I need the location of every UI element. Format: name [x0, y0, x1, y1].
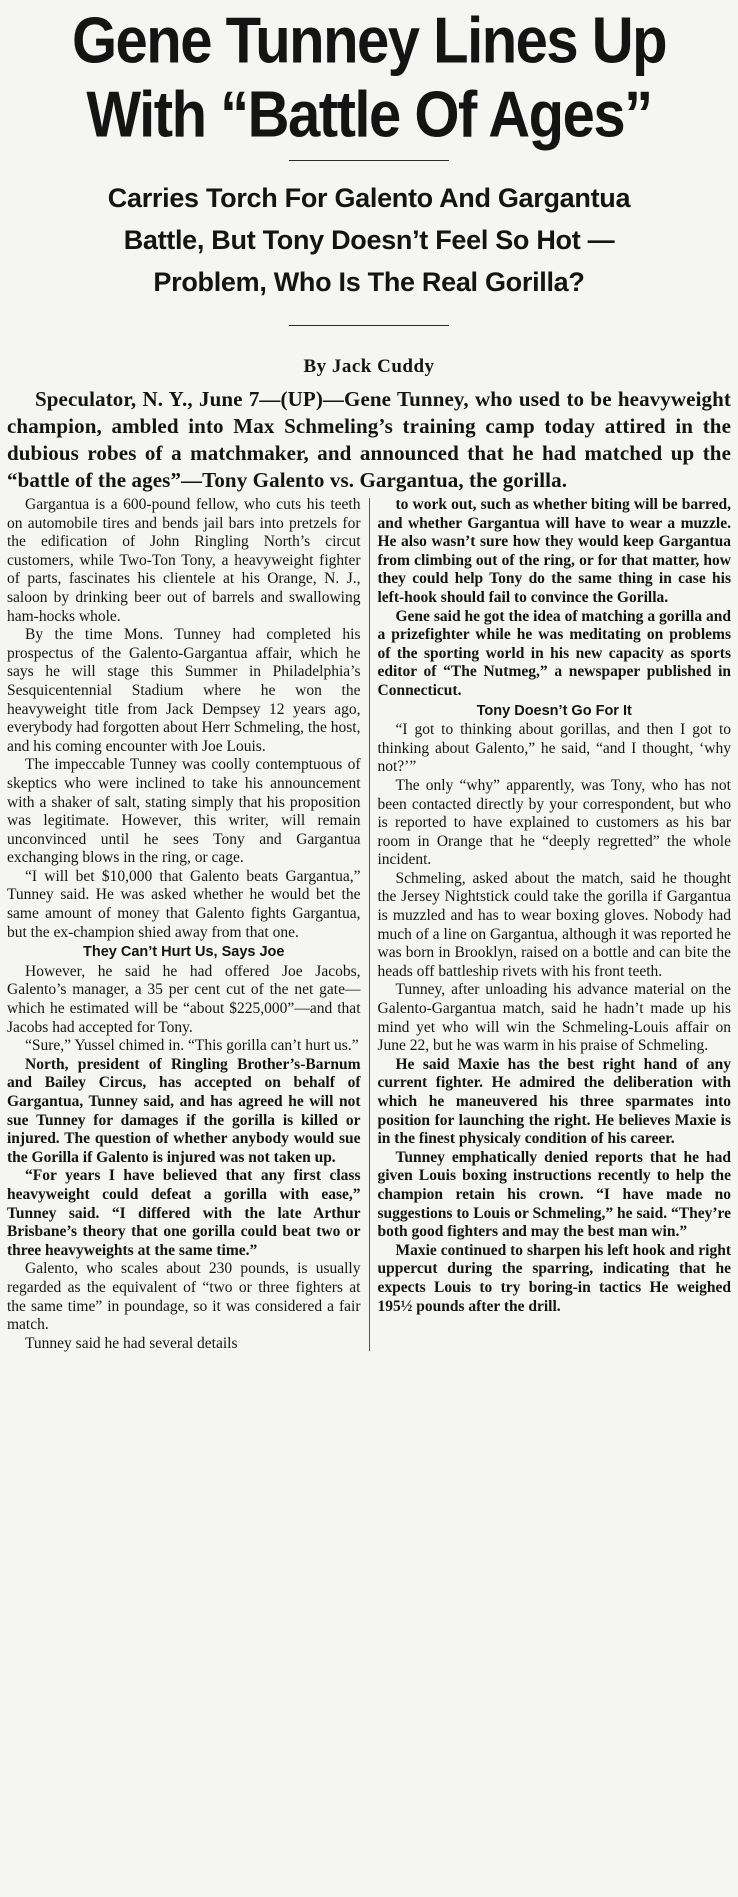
paragraph: The impeccable Tunney was coolly contemptuous of skeptics who were inclined to take his announcement with a shaker of salt, stating simply that his proposition was legitimate. However, this writer, will remain unconvinced until he sees Tony and Gargantua exchanging blows in the ring, or cage. — [7, 756, 361, 867]
paragraph: “I will bet $10,000 that Galento beats Gargantua,” Tunney said. He was asked whether he would bet the same amount of money that Galento fights Gargantua, but the ex-champion shied away from that one. — [7, 867, 361, 941]
paragraph: to work out, such as whether biting will be barred, and whether Gargantua will have to wear a muzzle. He also wasn’t sure how they would keep Gargantua from climbing out of the ring, or for that matter, how they could help Tony do the same thing in case his left-hook should fail to convince the Gorilla. — [377, 496, 731, 606]
paragraph: “I got to thinking about gorillas, and then I got to thinking about Galento,” he said, “and I thought, ‘why not?’” — [377, 721, 731, 776]
subhead-line-2: Battle, But Tony Doesn’t Feel So Hot — — [123, 225, 615, 255]
article-body — [7, 496, 731, 1353]
section-heading: Tony Doesn’t Go For It — [476, 702, 632, 719]
paragraph: Tunney said he had several details — [25, 1334, 238, 1352]
paragraph: North, president of Ringling Brother’s-Barnum and Bailey Circus, has accepted on behalf of Gargantua, Tunney said, and has agreed he will not sue Tunney for damages if the gorilla is killed or injured. The question of whether anybody would sue the Gorilla if Galento is injured was not taken up. — [7, 1055, 361, 1166]
subhead-line-1: Carries Torch For Galento And Gargantua — [107, 183, 631, 213]
paragraph: Tunney, after unloading his advance material on the Galento-Gargantua match, said he hadn’t made up his mind yet who will win the Schmeling-Louis affair on June 22, but he was warm in his praise of Schmeling. — [377, 981, 731, 1055]
paragraph: The only “why” apparently, was Tony, who has not been contacted directly by your correspondent, but who is reported to have explained to customers as his bar room in Orange that he “deeply regretted” the whole incident. — [377, 776, 731, 869]
dateline: Speculator, N. Y., June 7—(UP)— — [35, 387, 345, 411]
column-left — [7, 496, 361, 1353]
divider-rule-2 — [289, 325, 449, 326]
paragraph: “For years I have believed that any first class heavyweight could defeat a gorilla with ease,” Tunney said. “I differed with the late Arthur Brisbane’s theory that one gorilla could beat two or three heavyweights at the same time.” — [7, 1167, 361, 1259]
section-heading: They Can’t Hurt Us, Says Joe — [83, 944, 285, 961]
paragraph: Gargantua is a 600-pound fellow, who cuts his teeth on automobile tires and bends jail bars into pretzels for the edification of John Ringling North’s circut customers, while Two-Ton Tony, a heavyweight fighter of parts, fascinates his clientele at his Orange, N. J., saloon by drinking beer out of barrels and swallowing ham-hocks whole. — [7, 496, 361, 625]
paragraph: By the time Mons. Tunney had completed his prospectus of the Galento-Gargantua affair, which he says he will stage this Summer in Philadelphia’s Sesquicentennial Stadium where he won the heavyweight title from Jack Dempsey 12 years ago, everybody had forgotten about Herr Schmeling, the host, and his coming encounter with Joe Louis. — [7, 626, 361, 755]
headline-line-2: With “Battle Of Ages” — [86, 78, 652, 152]
column-divider — [369, 498, 370, 1351]
divider-rule — [289, 160, 449, 161]
column-right — [378, 496, 732, 1353]
subhead-line-3: Problem, Who Is The Real Gorilla? — [153, 267, 585, 297]
paragraph: “Sure,” Yussel chimed in. “This gorilla can’t hurt us.” — [25, 1037, 359, 1055]
paragraph: Maxie continued to sharpen his left hook and right uppercut during the sparring, indicating that he expects Louis to try boring-in tactics He weighed 195½ pounds after the drill. — [377, 1241, 731, 1315]
paragraph: He said Maxie has the best right hand of any current fighter. He admired the deliberation with which he maneuvered his three sparmates into position for launching the right. He believes Maxie is in the finest physicaly condition of his career. — [377, 1055, 731, 1148]
paragraph: Tunney emphatically denied reports that he had given Louis boxing instructions recently to help the champion retain his crown. “I have made no suggestions to Louis or Schmeling,” he said. “They’re both good fighters and may the best man win.” — [377, 1148, 731, 1241]
paragraph: Galento, who scales about 230 pounds, is usually regarded as the equivalent of “two or three fighters at the same time” in poundage, so it was considered a fair match. — [7, 1260, 361, 1334]
paragraph: Schmeling, asked about the match, said he thought the Jersey Nightstick could take the gorilla if Gargantua is muzzled and has to wear boxing gloves. Nobody had much of a line on Gargantua, although it was reported he was born in Brooklyn, raised on a bottle and can bite the heads off battleship rivets with his front teeth. — [377, 869, 731, 980]
headline — [7, 0, 731, 152]
byline: By Jack Cuddy — [303, 356, 435, 377]
paragraph: Gene said he got the idea of matching a gorilla and a prizefighter while he was meditating on problems of the sporting world in his new capacity as sports editor of “The Nutmeg,” a newspaper published in Connecticut. — [377, 607, 731, 699]
subheadline — [7, 177, 731, 303]
paragraph: However, he said he had offered Joe Jacobs, Galento’s manager, a 35 per cent cut of the net gate—which he estimated will be “about $225,000”—and that Jacobs had accepted for Tony. — [7, 962, 361, 1036]
headline-line-1: Gene Tunney Lines Up — [71, 4, 667, 78]
lead-paragraph — [7, 386, 731, 494]
lead-text: Gene Tunney, who used to be heavyweight champion, ambled into Max Schmeling’s training camp today attired in the dubious robes of a matchmaker, and announced that he had matched up the “battle of the ages”—Tony Galento vs. Gargantua, the gorilla. — [7, 387, 731, 492]
